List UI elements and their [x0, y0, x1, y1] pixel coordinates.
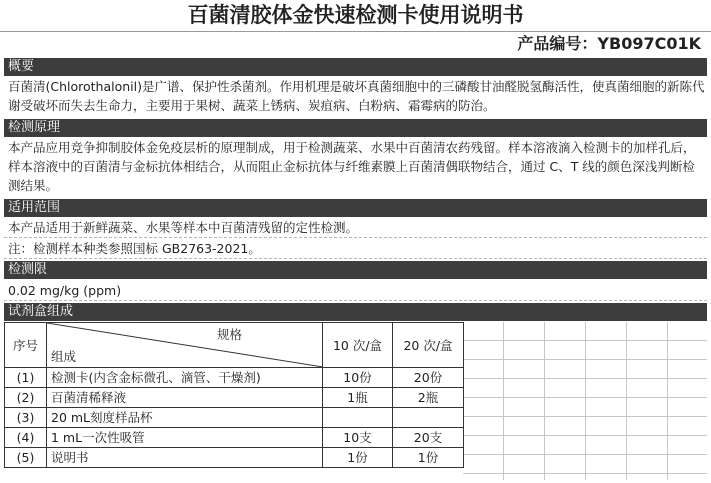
header-10: 10 次/盒 [323, 323, 393, 368]
limit-text: 0.02 mg/kg (ppm) [8, 283, 122, 298]
kit-composition-table [4, 322, 464, 468]
row-name: 检测卡(内含金标微孔、滴管、干燥剂) [47, 368, 323, 388]
row-q10: 1份 [323, 448, 393, 468]
row-q10: 10支 [323, 428, 393, 448]
empty-grid-area [463, 322, 707, 480]
principle-text: 本产品应用竞争抑制胶体金免疫层析的原理制成，用于检测蔬菜、水果中百菌清农药残留。样本溶液滴入检测卡的加样孔后，样本溶液中的百菌清与金标抗体相结合，从而阻止金标抗体与纤维素膜上百菌清偶联物结合，通过 C、T 线的颜色深浅判断检测结果。 [8, 140, 696, 193]
row-no: (2) [5, 388, 47, 408]
header-spec-comp [47, 323, 323, 368]
row-name: 1 mL一次性吸管 [47, 428, 323, 448]
row-q10: 10份 [323, 368, 393, 388]
row-name: 百菌清稀释液 [47, 388, 323, 408]
table-row [5, 428, 464, 448]
document-title: 百菌清胶体金快速检测卡使用说明书 [0, 0, 711, 32]
table-row [5, 368, 464, 388]
section-heading-limit: 检测限 [4, 261, 707, 279]
section-heading-overview: 概要 [4, 58, 707, 76]
scope-text: 本产品适用于新鲜蔬菜、水果等样本中百菌清残留的定性检测。 [8, 220, 359, 235]
table-row [5, 448, 464, 468]
row-q20 [393, 408, 464, 428]
overview-text: 百菌清(Chlorothalonil)是广谱、保护性杀菌剂。作用机理是破坏真菌细胞中的三磷酸甘油醛脱氢酶活性，使真菌细胞的新陈代谢受破坏而失去生命力，主要用于果树、蔬菜上锈病、炭疽病、白粉病、霜霉病的防治。 [8, 79, 705, 113]
row-no: (3) [5, 408, 47, 428]
row-no: (1) [5, 368, 47, 388]
row-q20: 20份 [393, 368, 464, 388]
section-heading-kit: 试剂盒组成 [4, 303, 707, 321]
row-q10: 1瓶 [323, 388, 393, 408]
row-name: 说明书 [47, 448, 323, 468]
table-row [5, 388, 464, 408]
row-no: (4) [5, 428, 47, 448]
section-heading-principle: 检测原理 [4, 119, 707, 137]
header-comp: 组成 [51, 349, 77, 364]
header-spec: 规格 [216, 327, 242, 342]
header-20: 20 次/盒 [393, 323, 464, 368]
table-row [5, 408, 464, 428]
header-no: 序号 [5, 323, 47, 368]
diagonal-line [47, 323, 323, 367]
row-q10 [323, 408, 393, 428]
row-name: 20 mL刻度样品杯 [47, 408, 323, 428]
row-q20: 20支 [393, 428, 464, 448]
row-q20: 2瓶 [393, 388, 464, 408]
row-q20: 1份 [393, 448, 464, 468]
row-no: (5) [5, 448, 47, 468]
table-header-row [5, 323, 464, 368]
section-heading-scope: 适用范围 [4, 199, 707, 217]
scope-note: 注：检测样本种类参照国标 GB2763-2021。 [8, 241, 261, 256]
product-code: 产品编号：YB097C01K [517, 34, 701, 53]
